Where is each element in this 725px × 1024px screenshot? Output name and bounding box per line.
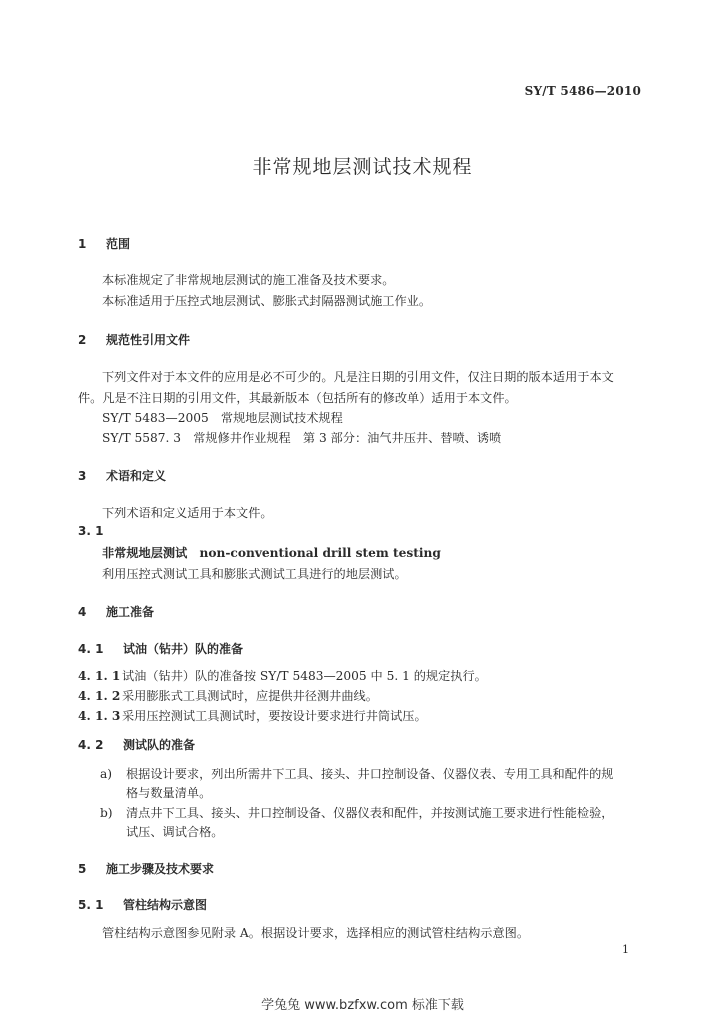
clause-4-1-3: [78, 707, 427, 724]
term-entry: [102, 544, 441, 561]
section-title: 施工步骤及技术要求: [106, 862, 215, 876]
term-en: non-conventional drill stem testing: [199, 546, 441, 560]
paragraph: 本标准适用于压控式地层测试、膨胀式封隔器测试施工作业。: [102, 294, 432, 308]
subsection-title: 管柱结构示意图: [123, 898, 208, 912]
reference-code: SY/T 5483—2005: [102, 411, 209, 425]
reference-title: 常规修井作业规程 第 3 部分：油气井压井、替喷、诱喷: [193, 431, 502, 445]
clause-number: 4. 1. 1: [78, 669, 121, 683]
paragraph: 下列文件对于本文件的应用是必不可少的。凡是注日期的引用文件，仅注日期的版本适用于本文: [102, 370, 614, 384]
section-title: 施工准备: [106, 605, 155, 619]
list-text: 根据设计要求，列出所需井下工具、接头、井口控制设备、仪器仪表、专用工具和配件的规: [126, 767, 614, 781]
section-number: 2: [78, 333, 87, 347]
section-2-heading: [78, 331, 190, 348]
section-5-heading: [78, 860, 214, 877]
subsection-5-1-heading: [78, 896, 207, 913]
subsection-title: 试油（钻井）队的准备: [123, 642, 244, 656]
section-number: 4: [78, 605, 87, 619]
term-number: 3. 1: [78, 524, 104, 538]
subsection-number: 4. 2: [78, 738, 104, 752]
subsection-4-2-heading: [78, 736, 195, 753]
section-4-heading: [78, 603, 154, 620]
list-label: a): [100, 767, 113, 781]
section-number: 5: [78, 862, 87, 876]
clause-4-1-1: [78, 667, 487, 684]
section-1-heading: [78, 235, 130, 252]
document-code: SY/T 5486—2010: [524, 84, 641, 98]
page-number: 1: [622, 943, 629, 956]
clause-4-1-2: [78, 687, 378, 704]
list-label: b): [100, 806, 113, 820]
clause-number: 4. 1. 3: [78, 709, 121, 723]
clause-text: 采用压控测试工具测试时，要按设计要求进行井筒试压。: [122, 709, 427, 723]
list-item-b-continued: 试压、调试合格。: [126, 825, 224, 839]
section-3-heading: [78, 467, 166, 484]
footer-watermark: 学兔兔 www.bzfxw.com 标准下载: [261, 998, 464, 1013]
list-item-a-continued: 格与数量清单。: [126, 786, 212, 800]
section-title: 术语和定义: [106, 469, 167, 483]
clause-number: 4. 1. 2: [78, 689, 121, 703]
subsection-title: 测试队的准备: [123, 738, 196, 752]
paragraph: 下列术语和定义适用于本文件。: [102, 506, 273, 520]
list-text: 清点井下工具、接头、井口控制设备、仪器仪表和配件，并按测试施工要求进行性能检验，: [126, 806, 614, 820]
section-number: 3: [78, 469, 87, 483]
reference-item: [102, 409, 343, 426]
reference-item: [102, 429, 501, 446]
section-title: 规范性引用文件: [106, 333, 191, 347]
subsection-4-1-heading: [78, 640, 243, 657]
subsection-number: 5. 1: [78, 898, 104, 912]
paragraph: 本标准规定了非常规地层测试的施工准备及技术要求。: [102, 273, 395, 287]
list-item-a: [100, 765, 614, 782]
document-title: 非常规地层测试技术规程: [252, 156, 473, 178]
clause-text: 采用膨胀式工具测试时，应提供井径测井曲线。: [122, 689, 378, 703]
term-cn: 非常规地层测试: [102, 546, 188, 560]
section-number: 1: [78, 237, 87, 251]
reference-code: SY/T 5587. 3: [102, 431, 182, 445]
clause-text: 试油（钻井）队的准备按 SY/T 5483—2005 中 5. 1 的规定执行。: [122, 669, 487, 683]
section-title: 范围: [106, 237, 131, 251]
list-item-b: [100, 804, 614, 821]
subsection-number: 4. 1: [78, 642, 104, 656]
reference-title: 常规地层测试技术规程: [220, 411, 343, 425]
paragraph: 件。凡是不注日期的引用文件，其最新版本（包括所有的修改单）适用于本文件。: [78, 391, 517, 405]
paragraph: 管柱结构示意图参见附录 A。根据设计要求，选择相应的测试管柱结构示意图。: [102, 926, 530, 940]
term-definition: 利用压控式测试工具和膨胀式测试工具进行的地层测试。: [102, 567, 407, 581]
